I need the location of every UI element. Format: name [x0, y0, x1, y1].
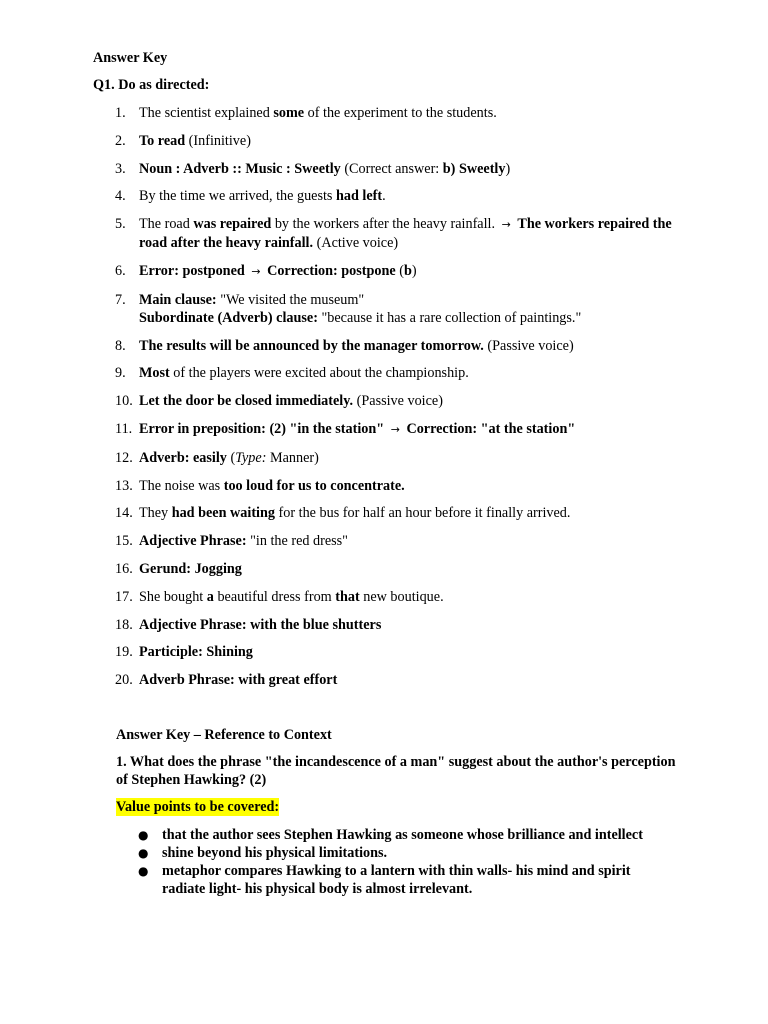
item-bold-text: The workers repaired the road after the heavy rainfall. [139, 216, 672, 252]
item-bold-text: had been waiting [171, 505, 275, 522]
item-text: for the bus for half an hour before it finally arrived. [274, 505, 571, 522]
answer-list [115, 104, 675, 699]
item-bold-text: The results will be announced by the manager tomorrow. [139, 337, 484, 354]
item-bold-text: Adverb: easily [139, 449, 227, 466]
item-number: 8. [115, 337, 126, 354]
item-bold-text: To read [139, 132, 186, 149]
item-bold-text: Most [139, 365, 170, 382]
item-bold-text: Gerund: Jogging [139, 560, 242, 577]
list-item [115, 420, 675, 439]
section-heading: Answer Key – Reference to Context [116, 727, 332, 743]
item-bold-text: Correction: "at the station" [406, 420, 576, 437]
list-item [115, 215, 675, 252]
arrow-right-icon: → [390, 422, 400, 436]
value-points-list [138, 826, 658, 898]
arrow-right-icon: → [501, 218, 511, 232]
item-bold-text: Adverb Phrase: with great effort [139, 672, 338, 689]
value-points-label: Value points to be covered: [116, 799, 280, 815]
list-item [115, 616, 675, 634]
list-item [138, 844, 658, 862]
subordinate-clause-text: "because it has a rare collection of paintings." [317, 309, 582, 326]
item-text: . [382, 188, 386, 205]
list-item [115, 187, 675, 205]
item-number: 2. [115, 132, 126, 149]
item-text: by the workers after the heavy rainfall. [271, 216, 496, 233]
item-bold-text: Participle: Shining [139, 644, 253, 661]
item-number: 17. [115, 588, 133, 605]
list-item [115, 291, 675, 327]
list-item [115, 643, 675, 661]
item-text: (Correct answer: [340, 160, 443, 177]
value-point-text: that the author sees Stephen Hawking as someone whose brilliance and intellect [162, 827, 643, 843]
item-text: The scientist explained [139, 105, 274, 121]
item-number: 5. [115, 216, 126, 233]
item-bold-text: that [335, 588, 360, 605]
list-item [115, 160, 675, 178]
list-item [115, 364, 675, 382]
item-text: ( [395, 262, 404, 279]
item-number: 9. [115, 365, 126, 382]
item-number: 20. [115, 672, 133, 689]
item-bold-text: was repaired [193, 216, 272, 233]
item-text: "in the red dress" [246, 533, 348, 550]
bullet-icon: ● [138, 864, 149, 878]
item-bold-text: Adjective Phrase: with the blue shutters [139, 616, 382, 633]
item-number: 1. [115, 105, 126, 121]
list-item [115, 532, 675, 550]
item-bold-text: Adjective Phrase: [139, 533, 247, 550]
list-item [115, 337, 675, 355]
list-item [115, 132, 675, 150]
item-number: 3. [115, 160, 126, 177]
item-text: (Passive voice) [353, 393, 443, 410]
item-bold-text: b [403, 262, 412, 279]
list-item [115, 477, 675, 495]
item-text: (Infinitive) [185, 132, 251, 149]
item-bold-text: too loud for us to concentrate. [223, 477, 405, 494]
item-text: The road [139, 216, 194, 233]
item-number: 16. [115, 560, 133, 577]
list-item [115, 104, 675, 122]
value-point-text: metaphor compares Hawking to a lantern with thin walls- his mind and spirit radiate light- his physical body is almost irrelevant. [162, 863, 631, 897]
item-text: The noise was [139, 477, 224, 494]
main-clause-text: "We visited the museum" [216, 291, 365, 308]
item-number: 10. [115, 393, 133, 410]
list-item [115, 449, 675, 467]
item-text: beautiful dress from [213, 588, 336, 605]
item-bold-text: Noun : Adverb :: Music : Sweetly [139, 160, 341, 177]
subordinate-clause-label: Subordinate (Adverb) clause: [139, 309, 318, 326]
item-bold-text: Error: postponed [139, 262, 245, 279]
item-italic-text: Type: [235, 449, 267, 466]
item-text: (Passive voice) [483, 337, 574, 354]
item-bold-text: had left [336, 188, 383, 205]
q1-heading: Q1. Do as directed: [93, 77, 210, 93]
item-bold-text: Error in preposition: (2) "in the station" [139, 420, 385, 437]
list-item [115, 588, 675, 606]
value-point-text: shine beyond his physical limitations. [162, 845, 388, 861]
arrow-right-icon: → [251, 264, 261, 278]
list-item [138, 862, 658, 898]
bullet-icon: ● [138, 828, 149, 842]
list-item [115, 560, 675, 578]
item-text: of the players were excited about the championship. [169, 365, 469, 382]
page-title: Answer Key [93, 50, 168, 66]
item-bold-text: Let the door be closed immediately. [139, 393, 354, 410]
item-number: 12. [115, 449, 133, 466]
item-number: 7. [115, 291, 126, 308]
item-number: 11. [115, 420, 133, 437]
item-text: By the time we arrived, the guests [139, 188, 336, 205]
item-text: ) [505, 160, 511, 177]
item-text: ) [411, 262, 417, 279]
list-item [115, 671, 675, 689]
item-number: 14. [115, 505, 133, 522]
item-text: new boutique. [359, 588, 444, 605]
bullet-icon: ● [138, 846, 149, 860]
item-number: 18. [115, 616, 133, 633]
item-text: (Active voice) [313, 235, 399, 252]
item-number: 13. [115, 477, 133, 494]
item-bold-text: Correction: postpone [267, 262, 396, 279]
item-number: 6. [115, 262, 126, 279]
item-text: of the experiment to the students. [304, 105, 497, 121]
item-text: ( [226, 449, 236, 466]
item-bold-text: some [273, 105, 305, 121]
item-number: 4. [115, 188, 126, 205]
item-text: Manner) [266, 449, 319, 466]
item-text: They [139, 505, 172, 522]
item-bold-text: a [206, 588, 214, 605]
list-item [115, 392, 675, 410]
list-item [115, 504, 675, 522]
item-text: She bought [139, 588, 207, 605]
main-clause-label: Main clause: [139, 291, 217, 308]
list-item [115, 262, 675, 281]
item-number: 19. [115, 644, 133, 661]
list-item [138, 826, 658, 844]
item-number: 15. [115, 533, 133, 550]
context-question: 1. What does the phrase "the incandescence of a man" suggest about the author's perception of Stephen Hawking? (2) [116, 754, 676, 788]
item-bold-text: b) Sweetly [442, 160, 506, 177]
